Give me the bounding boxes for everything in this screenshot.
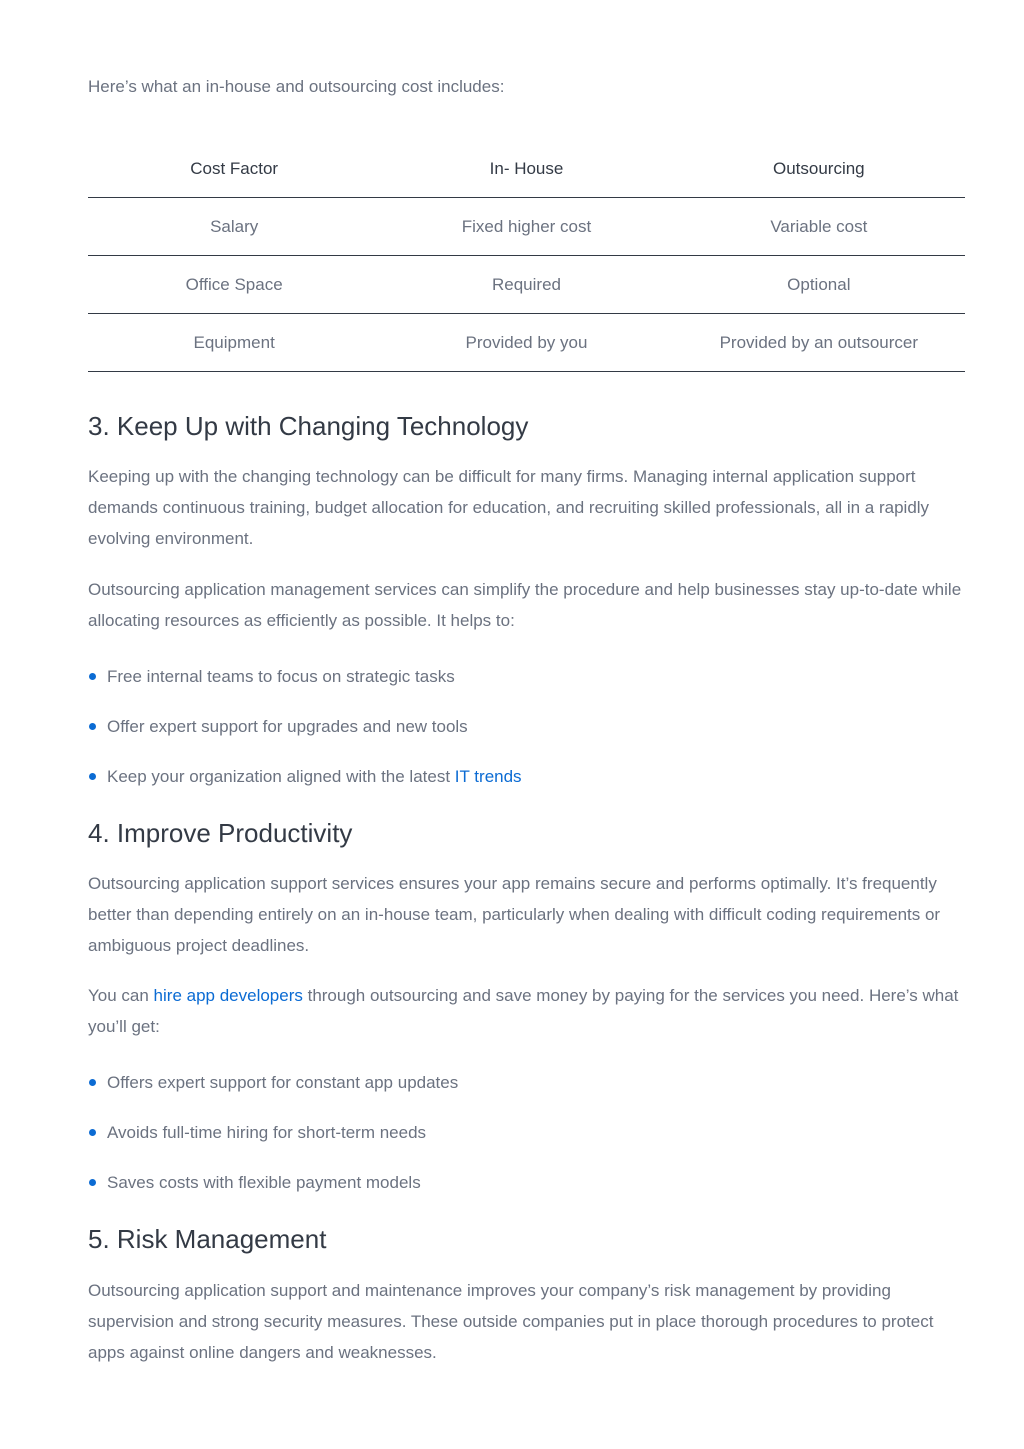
table-header-cell: In- House bbox=[380, 140, 672, 198]
table-row bbox=[88, 198, 965, 256]
table-cell: Provided by an outsourcer bbox=[673, 314, 965, 372]
cost-comparison-table bbox=[88, 140, 965, 372]
section-3-heading: 3. Keep Up with Changing Technology bbox=[88, 411, 529, 441]
section-4-paragraph-1: Outsourcing application support services ensures your app remains secure and performs optimally. It’s frequently better than depending entirely on an in-house team, particularly when dealing with difficult coding requirements or ambiguous project deadlines. bbox=[88, 874, 941, 955]
bullet-icon bbox=[89, 673, 96, 680]
bullet-icon bbox=[89, 1079, 96, 1086]
table-header-cell: Cost Factor bbox=[88, 140, 380, 198]
section-3-paragraph-1: Keeping up with the changing technology can be difficult for many firms. Managing internal application support demands continuous training, budget allocation for education, and recruiting skilled professionals, all in a rapidly evolving environment. bbox=[88, 467, 930, 548]
paragraph-text: You can bbox=[88, 986, 154, 1005]
list-item bbox=[88, 765, 965, 815]
section-4-paragraph-2 bbox=[88, 980, 965, 1042]
section-3-list bbox=[88, 665, 965, 815]
list-item-text: Saves costs with flexible payment models bbox=[107, 1173, 421, 1192]
list-item bbox=[88, 665, 965, 715]
it-trends-link[interactable]: IT trends bbox=[454, 767, 522, 786]
table-header-cell: Outsourcing bbox=[673, 140, 965, 198]
table-cell: Optional bbox=[673, 256, 965, 314]
list-item-text: Free internal teams to focus on strategic tasks bbox=[107, 667, 455, 686]
list-item-text: Offer expert support for upgrades and new tools bbox=[107, 717, 468, 736]
table-cell: Variable cost bbox=[673, 198, 965, 256]
list-item bbox=[88, 1121, 965, 1171]
table-cell: Office Space bbox=[88, 256, 380, 314]
table-cell: Salary bbox=[88, 198, 380, 256]
section-3-paragraph-2: Outsourcing application management services can simplify the procedure and help businesses stay up-to-date while allocating resources as efficiently as possible. It helps to: bbox=[88, 580, 962, 630]
section-4-heading: 4. Improve Productivity bbox=[88, 818, 353, 848]
paragraph-text: through outsourcing and save money by paying for the services you need. Here’s what you’ll get: bbox=[88, 986, 959, 1036]
table-header-row bbox=[88, 140, 965, 198]
table-row bbox=[88, 314, 965, 372]
bullet-icon bbox=[89, 773, 96, 780]
list-item-text: Keep your organization aligned with the latest bbox=[107, 767, 455, 786]
bullet-icon bbox=[89, 1129, 96, 1136]
list-item-text: Avoids full-time hiring for short-term needs bbox=[107, 1123, 427, 1142]
table-cell: Fixed higher cost bbox=[380, 198, 672, 256]
list-item bbox=[88, 715, 965, 765]
intro-text: Here’s what an in-house and outsourcing cost includes: bbox=[88, 77, 505, 96]
table-row bbox=[88, 256, 965, 314]
table-cell: Provided by you bbox=[380, 314, 672, 372]
section-4-list bbox=[88, 1071, 965, 1221]
list-item bbox=[88, 1171, 965, 1221]
list-item-text: Offers expert support for constant app updates bbox=[107, 1073, 459, 1092]
bullet-icon bbox=[89, 723, 96, 730]
hire-app-developers-link[interactable]: hire app developers bbox=[153, 986, 303, 1005]
list-item bbox=[88, 1071, 965, 1121]
bullet-icon bbox=[89, 1179, 96, 1186]
section-5-heading: 5. Risk Management bbox=[88, 1224, 327, 1254]
table-cell: Required bbox=[380, 256, 672, 314]
table-cell: Equipment bbox=[88, 314, 380, 372]
section-5-paragraph-1: Outsourcing application support and maintenance improves your company’s risk management by providing supervision and strong security measures. These outside companies put in place thorough procedures to protect apps against online dangers and weaknesses. bbox=[88, 1281, 934, 1362]
